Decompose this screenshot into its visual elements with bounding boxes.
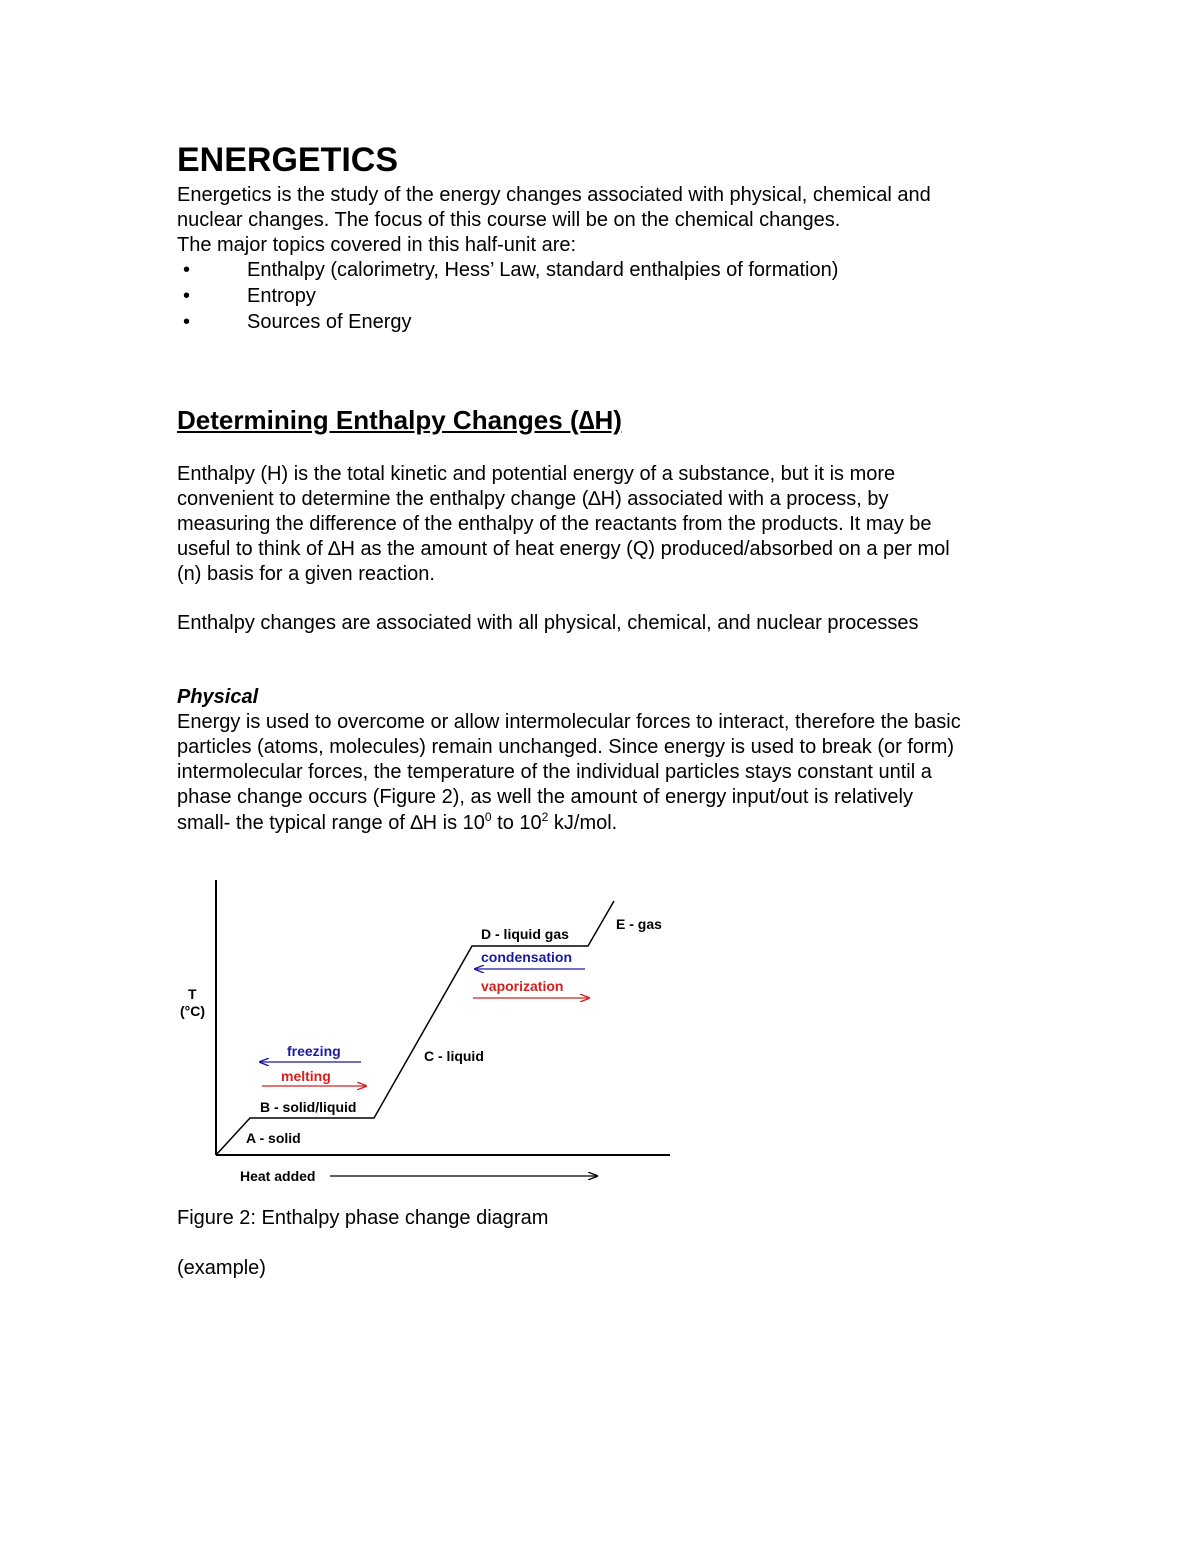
subsection-heading: Physical bbox=[177, 686, 259, 708]
intro-line-2: nuclear changes. The focus of this course will be on the chemical changes. bbox=[177, 209, 841, 231]
paragraph-line: (n) basis for a given reaction. bbox=[177, 563, 435, 585]
enthalpy-note: Enthalpy changes are associated with all physical, chemical, and nuclear processes bbox=[177, 612, 919, 634]
bullet-icon: • bbox=[183, 285, 191, 307]
intro-line-1: Energetics is the study of the energy changes associated with physical, chemical and bbox=[177, 184, 931, 206]
intro-line-3: The major topics covered in this half-unit are: bbox=[177, 234, 577, 256]
paragraph-line-with-exponents bbox=[177, 811, 617, 837]
paragraph-line: Energy is used to overcome or allow intermolecular forces to interact, therefore the basic bbox=[177, 711, 961, 733]
paragraph-line: intermolecular forces, the temperature of the individual particles stays constant until a bbox=[177, 761, 932, 783]
page-title: ENERGETICS bbox=[177, 141, 399, 179]
paragraph-line: phase change occurs (Figure 2), as well the amount of energy input/out is relatively bbox=[177, 786, 913, 808]
freezing-label: freezing bbox=[287, 1043, 341, 1059]
paragraph-line: convenient to determine the enthalpy change (∆H) associated with a process, by bbox=[177, 488, 889, 510]
label-d-liquid-gas: D - liquid gas bbox=[481, 926, 569, 942]
figure-caption-note: (example) bbox=[177, 1257, 266, 1279]
label-b-solid-liquid: B - solid/liquid bbox=[260, 1099, 357, 1115]
list-item: Entropy bbox=[247, 285, 316, 307]
paragraph-line: Enthalpy (H) is the total kinetic and potential energy of a substance, but it is more bbox=[177, 463, 896, 485]
y-axis-label: T bbox=[188, 986, 197, 1002]
label-a-solid: A - solid bbox=[246, 1130, 301, 1146]
label-e-gas: E - gas bbox=[616, 916, 662, 932]
vaporization-label: vaporization bbox=[481, 978, 564, 994]
figure-caption: Figure 2: Enthalpy phase change diagram bbox=[177, 1207, 549, 1229]
paragraph-line: measuring the difference of the enthalpy of the reactants from the products. It may be bbox=[177, 513, 932, 535]
bullet-icon: • bbox=[183, 311, 191, 333]
range-text: kJ/mol. bbox=[548, 812, 618, 834]
x-axis-label: Heat added bbox=[240, 1168, 316, 1184]
melting-label: melting bbox=[281, 1068, 331, 1084]
exponent: 2 bbox=[541, 810, 549, 824]
paragraph-line: useful to think of ∆H as the amount of heat energy (Q) produced/absorbed on a per mol bbox=[177, 538, 950, 560]
range-text: small- the typical range of ∆H is 10 bbox=[177, 812, 485, 834]
condensation-label: condensation bbox=[481, 949, 573, 965]
range-text: to 10 bbox=[491, 812, 542, 834]
y-axis-unit: (°C) bbox=[180, 1003, 206, 1019]
bullet-icon: • bbox=[183, 259, 191, 281]
exponent: 0 bbox=[484, 810, 492, 824]
paragraph-line: particles (atoms, molecules) remain unchanged. Since energy is used to break (or form) bbox=[177, 736, 955, 758]
section-heading: Determining Enthalpy Changes (∆H) bbox=[177, 405, 622, 435]
phase-change-diagram bbox=[160, 868, 700, 1198]
label-c-liquid: C - liquid bbox=[424, 1048, 484, 1064]
list-item: Sources of Energy bbox=[247, 311, 412, 333]
list-item: Enthalpy (calorimetry, Hess’ Law, standard enthalpies of formation) bbox=[247, 259, 839, 281]
